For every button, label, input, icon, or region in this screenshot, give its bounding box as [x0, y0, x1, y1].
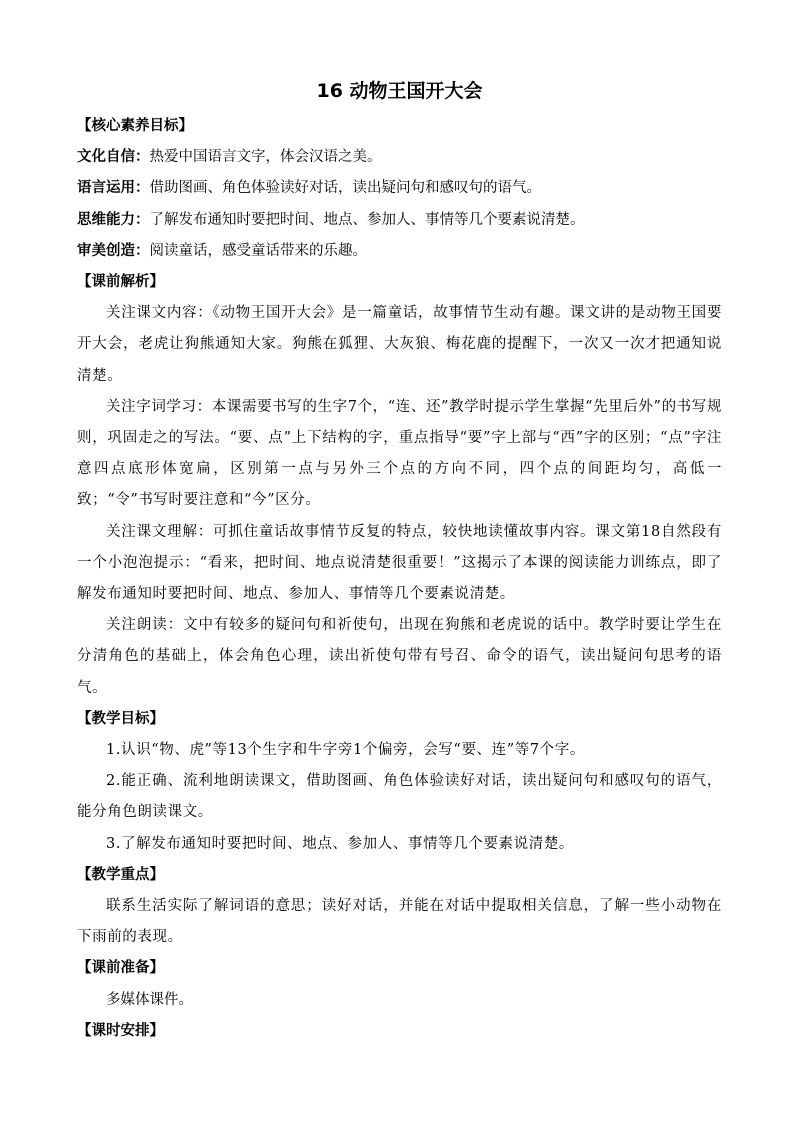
- teaching-goal-heading: 【教学目标】: [77, 710, 164, 727]
- core-goal-heading: 【核心素养目标】: [77, 118, 193, 134]
- schedule-heading: 【课时安排】: [77, 1022, 164, 1039]
- teaching-focus-text: 联系生活实际了解词语的意思；读好对话，并能在对话中提取相关信息，了解一些小动物在下雨前的表现。: [77, 897, 722, 946]
- prep-text: 多媒体课件。: [106, 991, 193, 1008]
- analysis-paragraph-words: 关注字词学习：本课需要书写的生字7个，“连、还”教学时提示学生掌握“先里后外”的书写规则，巩固走之的写法。“要、点”上下结构的字，重点指导“要”字上部与“西”字的区别；“点”字注意四点底形体宽扁，区别第一点与另外三个点的方向不同，四个点的间距均匀，高低一致；“令”书写时要注意和“今”区分。: [77, 398, 722, 509]
- core-goal-item: [77, 173, 722, 204]
- analysis-paragraph-content: 关注课文内容：《动物王国开大会》是一篇童话，故事情节生动有趣。课文讲的是动物王国要开大会，老虎让狗熊通知大家。狗熊在狐狸、大灰狼、梅花鹿的提醒下，一次又一次才把通知说清楚。: [77, 305, 722, 384]
- core-goal-item: [77, 205, 722, 236]
- core-goal-text: 了解发布通知时要把时间、地点、参加人、事情等几个要素说清楚。: [149, 211, 585, 228]
- teaching-goal-item: 2.能正确、流利地朗读课文，借助图画、角色体验读好对话，读出疑问句和感叹句的语气，能分角色朗读课文。: [77, 773, 722, 821]
- teaching-focus-heading: 【教学重点】: [77, 866, 164, 883]
- core-goal-label: 思维能力：: [77, 211, 150, 228]
- teaching-goal-item: 3.了解发布通知时要把时间、地点、参加人、事情等几个要素说清楚。: [106, 835, 575, 852]
- core-goal-item: [77, 236, 722, 267]
- teaching-goal-item: 1.认识“物、虎”等13个生字和牛字旁1个偏旁，会写“要、连”等7个字。: [106, 741, 585, 758]
- core-goal-label: 文化自信：: [77, 149, 150, 166]
- document-page: [77, 74, 722, 1047]
- lesson-title: 16 动物王国开大会: [316, 80, 483, 102]
- core-goal-text: 阅读童话，感受童话带来的乐趣。: [149, 242, 367, 259]
- core-goal-label: 审美创造：: [77, 242, 150, 259]
- core-goal-label: 语言运用：: [77, 180, 150, 197]
- core-goal-item: [77, 142, 722, 173]
- core-goal-text: 热爱中国语言文字，体会汉语之美。: [149, 149, 382, 166]
- core-goal-text: 借助图画、角色体验读好对话，读出疑问句和感叹句的语气。: [149, 180, 541, 197]
- prep-heading: 【课前准备】: [77, 960, 164, 977]
- analysis-paragraph-reading: 关注朗读：文中有较多的疑问句和祈使句，出现在狗熊和老虎说的话中。教学时要让学生在分清角色的基础上，体会角色心理，读出祈使句带有号召、命令的语气，读出疑问句思考的语气。: [77, 617, 722, 696]
- analysis-paragraph-understanding: 关注课文理解：可抓住童话故事情节反复的特点，较快地读懂故事内容。课文第18自然段有一个小泡泡提示：“看来，把时间、地点说清楚很重要！”这揭示了本课的阅读能力训练点，即了解发布通知时要把时间、地点、参加人、事情等几个要素说清楚。: [77, 523, 722, 602]
- pre-analysis-heading: 【课前解析】: [77, 273, 164, 290]
